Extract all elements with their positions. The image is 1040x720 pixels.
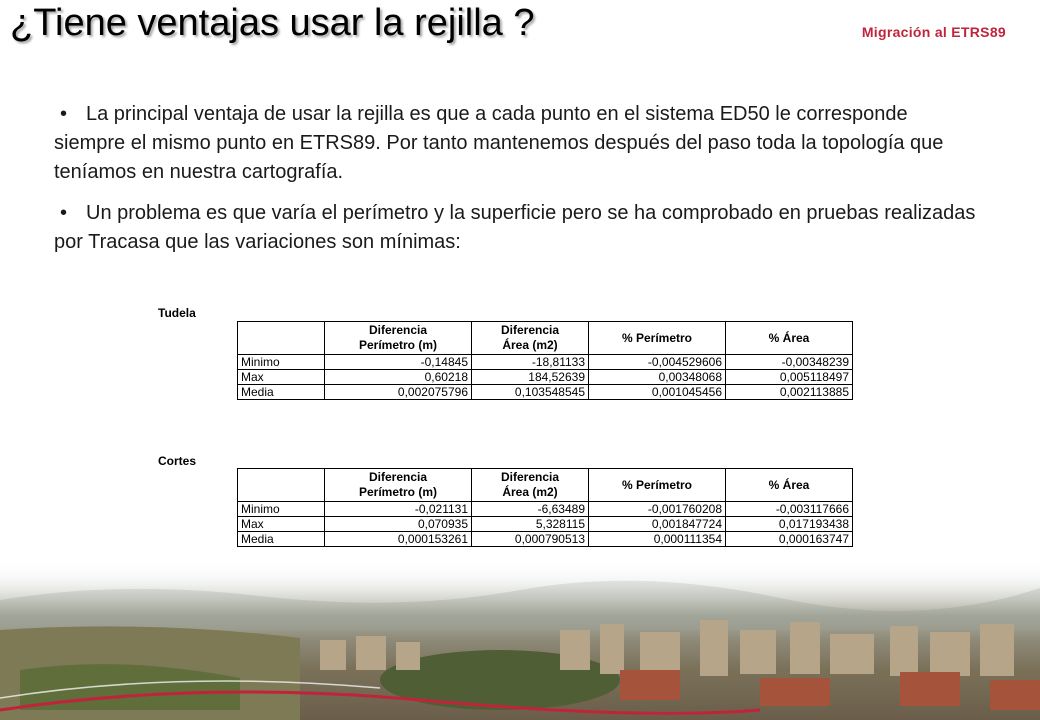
cell: -0,14845 — [325, 355, 472, 370]
table-row — [238, 517, 853, 532]
table-header-row — [238, 469, 853, 502]
bullet-item — [54, 100, 984, 187]
city-illustration — [0, 560, 1040, 720]
bullet-text: Un problema es que varía el perímetro y la superficie pero se ha comprobado en pruebas realizadas por Tracasa que las variaciones son mínimas: — [54, 202, 976, 253]
table-row — [238, 370, 853, 385]
bullet-text: La principal ventaja de usar la rejilla es que a cada punto en el sistema ED50 le corresponde siempre el mismo punto en ETRS89. Por tanto mantenemos después del paso toda la topología que teníamos en nuestra cartografía. — [54, 103, 944, 183]
cell: 0,000790513 — [472, 532, 589, 547]
bullet-marker: • — [60, 103, 68, 125]
row-label: Max — [238, 517, 325, 532]
cell: 184,52639 — [472, 370, 589, 385]
header-cell: % Perímetro — [589, 322, 726, 355]
cell: 0,000163747 — [726, 532, 853, 547]
table-row — [238, 502, 853, 517]
header-cell: Diferencia Perímetro (m) — [325, 469, 472, 502]
cell: 0,001045456 — [589, 385, 726, 400]
cell: -0,00348239 — [726, 355, 853, 370]
table-row — [238, 532, 853, 547]
header-cell — [238, 469, 325, 502]
cell: 0,070935 — [325, 517, 472, 532]
row-label: Max — [238, 370, 325, 385]
cell: 0,000153261 — [325, 532, 472, 547]
table-header-row — [238, 322, 853, 355]
cell: 0,005118497 — [726, 370, 853, 385]
header-cell: Diferencia Área (m2) — [472, 322, 589, 355]
row-label: Media — [238, 385, 325, 400]
header-cell: % Área — [726, 322, 853, 355]
slide-title: ¿Tiene ventajas usar la rejilla ? — [10, 2, 535, 44]
header-tag: Migración al ETRS89 — [861, 24, 1006, 40]
bullet-item — [54, 199, 984, 257]
cell: 0,000111354 — [589, 532, 726, 547]
row-label: Minimo — [238, 502, 325, 517]
row-label: Media — [238, 532, 325, 547]
header-cell: % Área — [726, 469, 853, 502]
table-row — [238, 385, 853, 400]
header-cell: Diferencia Perímetro (m) — [325, 322, 472, 355]
cell: 0,002075796 — [325, 385, 472, 400]
cell: 0,103548545 — [472, 385, 589, 400]
bullet-marker: • — [60, 202, 68, 224]
table-cortes — [237, 468, 853, 547]
table-row — [238, 355, 853, 370]
cell: 0,002113885 — [726, 385, 853, 400]
cell: 0,001847724 — [589, 517, 726, 532]
city-aerial-photo — [0, 560, 1040, 720]
cell: -0,021131 — [325, 502, 472, 517]
bullet-list — [54, 100, 984, 269]
cell: 0,00348068 — [589, 370, 726, 385]
cell: 5,328115 — [472, 517, 589, 532]
table-label-cortes: Cortes — [158, 454, 197, 468]
header-cell: Diferencia Área (m2) — [472, 469, 589, 502]
cell: -0,004529606 — [589, 355, 726, 370]
table-label-tudela: Tudela — [158, 306, 196, 320]
header-cell — [238, 322, 325, 355]
header-cell: % Perímetro — [589, 469, 726, 502]
cell: -0,003117666 — [726, 502, 853, 517]
cell: 0,017193438 — [726, 517, 853, 532]
cell: 0,60218 — [325, 370, 472, 385]
row-label: Minimo — [238, 355, 325, 370]
cell: -18,81133 — [472, 355, 589, 370]
table-tudela — [237, 321, 853, 400]
cell: -0,001760208 — [589, 502, 726, 517]
cell: -6,63489 — [472, 502, 589, 517]
